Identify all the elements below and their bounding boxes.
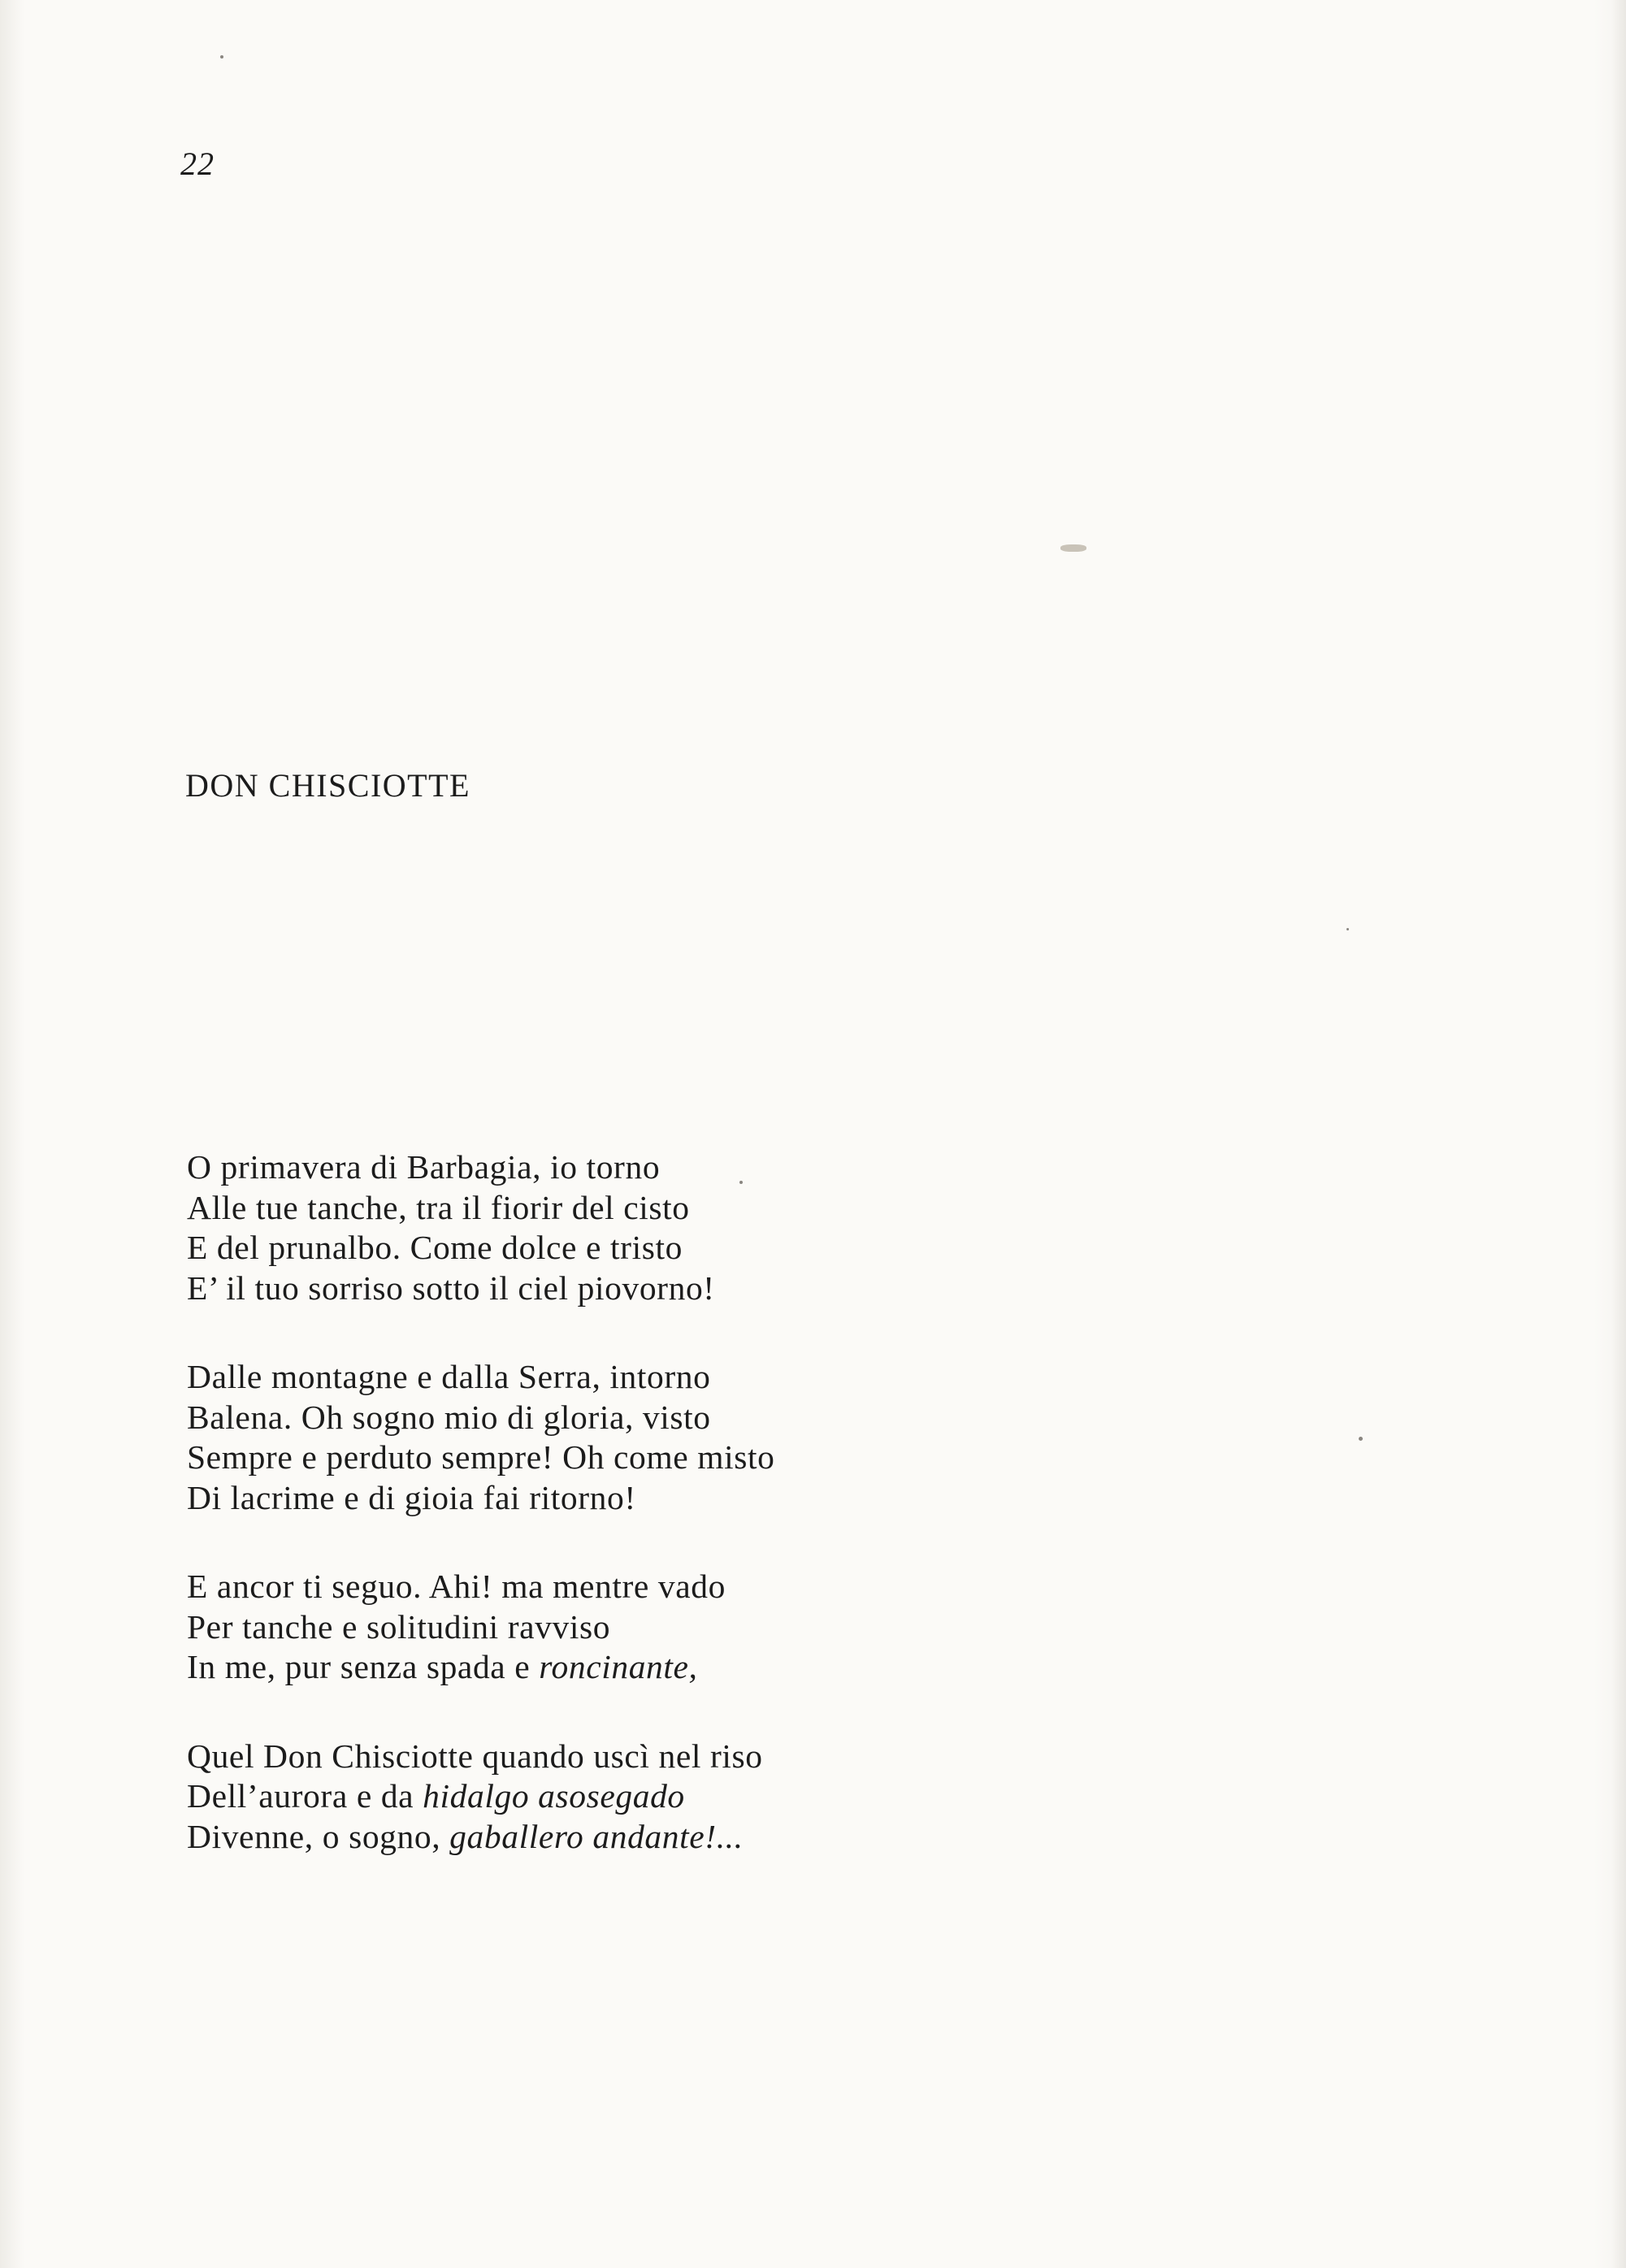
stanza <box>187 1737 775 1858</box>
poem-line <box>187 1357 775 1398</box>
poem-line <box>187 1398 775 1438</box>
italic-text: hidalgo asosegado <box>423 1777 685 1815</box>
page-number: 22 <box>180 145 215 182</box>
line-text: O primavera di Barbagia, io torno <box>187 1148 661 1186</box>
poem-line <box>187 1567 775 1607</box>
line-text: Alle tue tanche, tra il fiorir del cisto <box>187 1188 690 1226</box>
stanza <box>187 1147 775 1308</box>
stanza <box>187 1567 775 1688</box>
line-text: In me, pur senza spada e <box>187 1648 540 1685</box>
poem-line <box>187 1817 775 1858</box>
poem-body <box>187 1147 775 1906</box>
line-text: E del prunalbo. Come dolce e tristo <box>187 1229 683 1266</box>
poem-line <box>187 1478 775 1519</box>
poem-line <box>187 1737 775 1777</box>
line-text: Divenne, o sogno, <box>187 1817 450 1855</box>
paper-smudge <box>1060 544 1086 552</box>
paper-speck <box>220 55 223 59</box>
poem-title: DON CHISCIOTTE <box>185 767 470 804</box>
line-text: Quel Don Chisciotte quando uscì nel riso <box>187 1737 763 1775</box>
line-text: Dell’aurora e da <box>187 1777 423 1815</box>
line-text: E’ il tuo sorriso sotto il ciel piovorno! <box>187 1268 715 1307</box>
poem-line <box>187 1647 775 1688</box>
line-text: Sempre e perduto sempre! Oh come misto <box>187 1438 775 1476</box>
stanza <box>187 1357 775 1518</box>
poem-line <box>187 1188 775 1229</box>
italic-text: gaballero andante!... <box>449 1817 744 1855</box>
line-text: Di lacrime e di gioia fai ritorno! <box>187 1478 636 1516</box>
line-text: Per tanche e solitudini ravviso <box>187 1607 611 1646</box>
poem-line <box>187 1607 775 1648</box>
paper-speck <box>1359 1437 1363 1441</box>
paper-speck <box>1346 928 1349 930</box>
line-text: E ancor ti seguo. Ahi! ma mentre vado <box>187 1568 726 1605</box>
poem-line <box>187 1776 775 1817</box>
poem-line <box>187 1228 775 1268</box>
poem-line <box>187 1268 775 1309</box>
line-text: Balena. Oh sogno mio di gloria, visto <box>187 1398 711 1436</box>
poem-line <box>187 1438 775 1478</box>
line-text: Dalle montagne e dalla Serra, intorno <box>187 1358 711 1395</box>
italic-text: roncinante, <box>539 1648 698 1685</box>
poem-line <box>187 1147 775 1188</box>
